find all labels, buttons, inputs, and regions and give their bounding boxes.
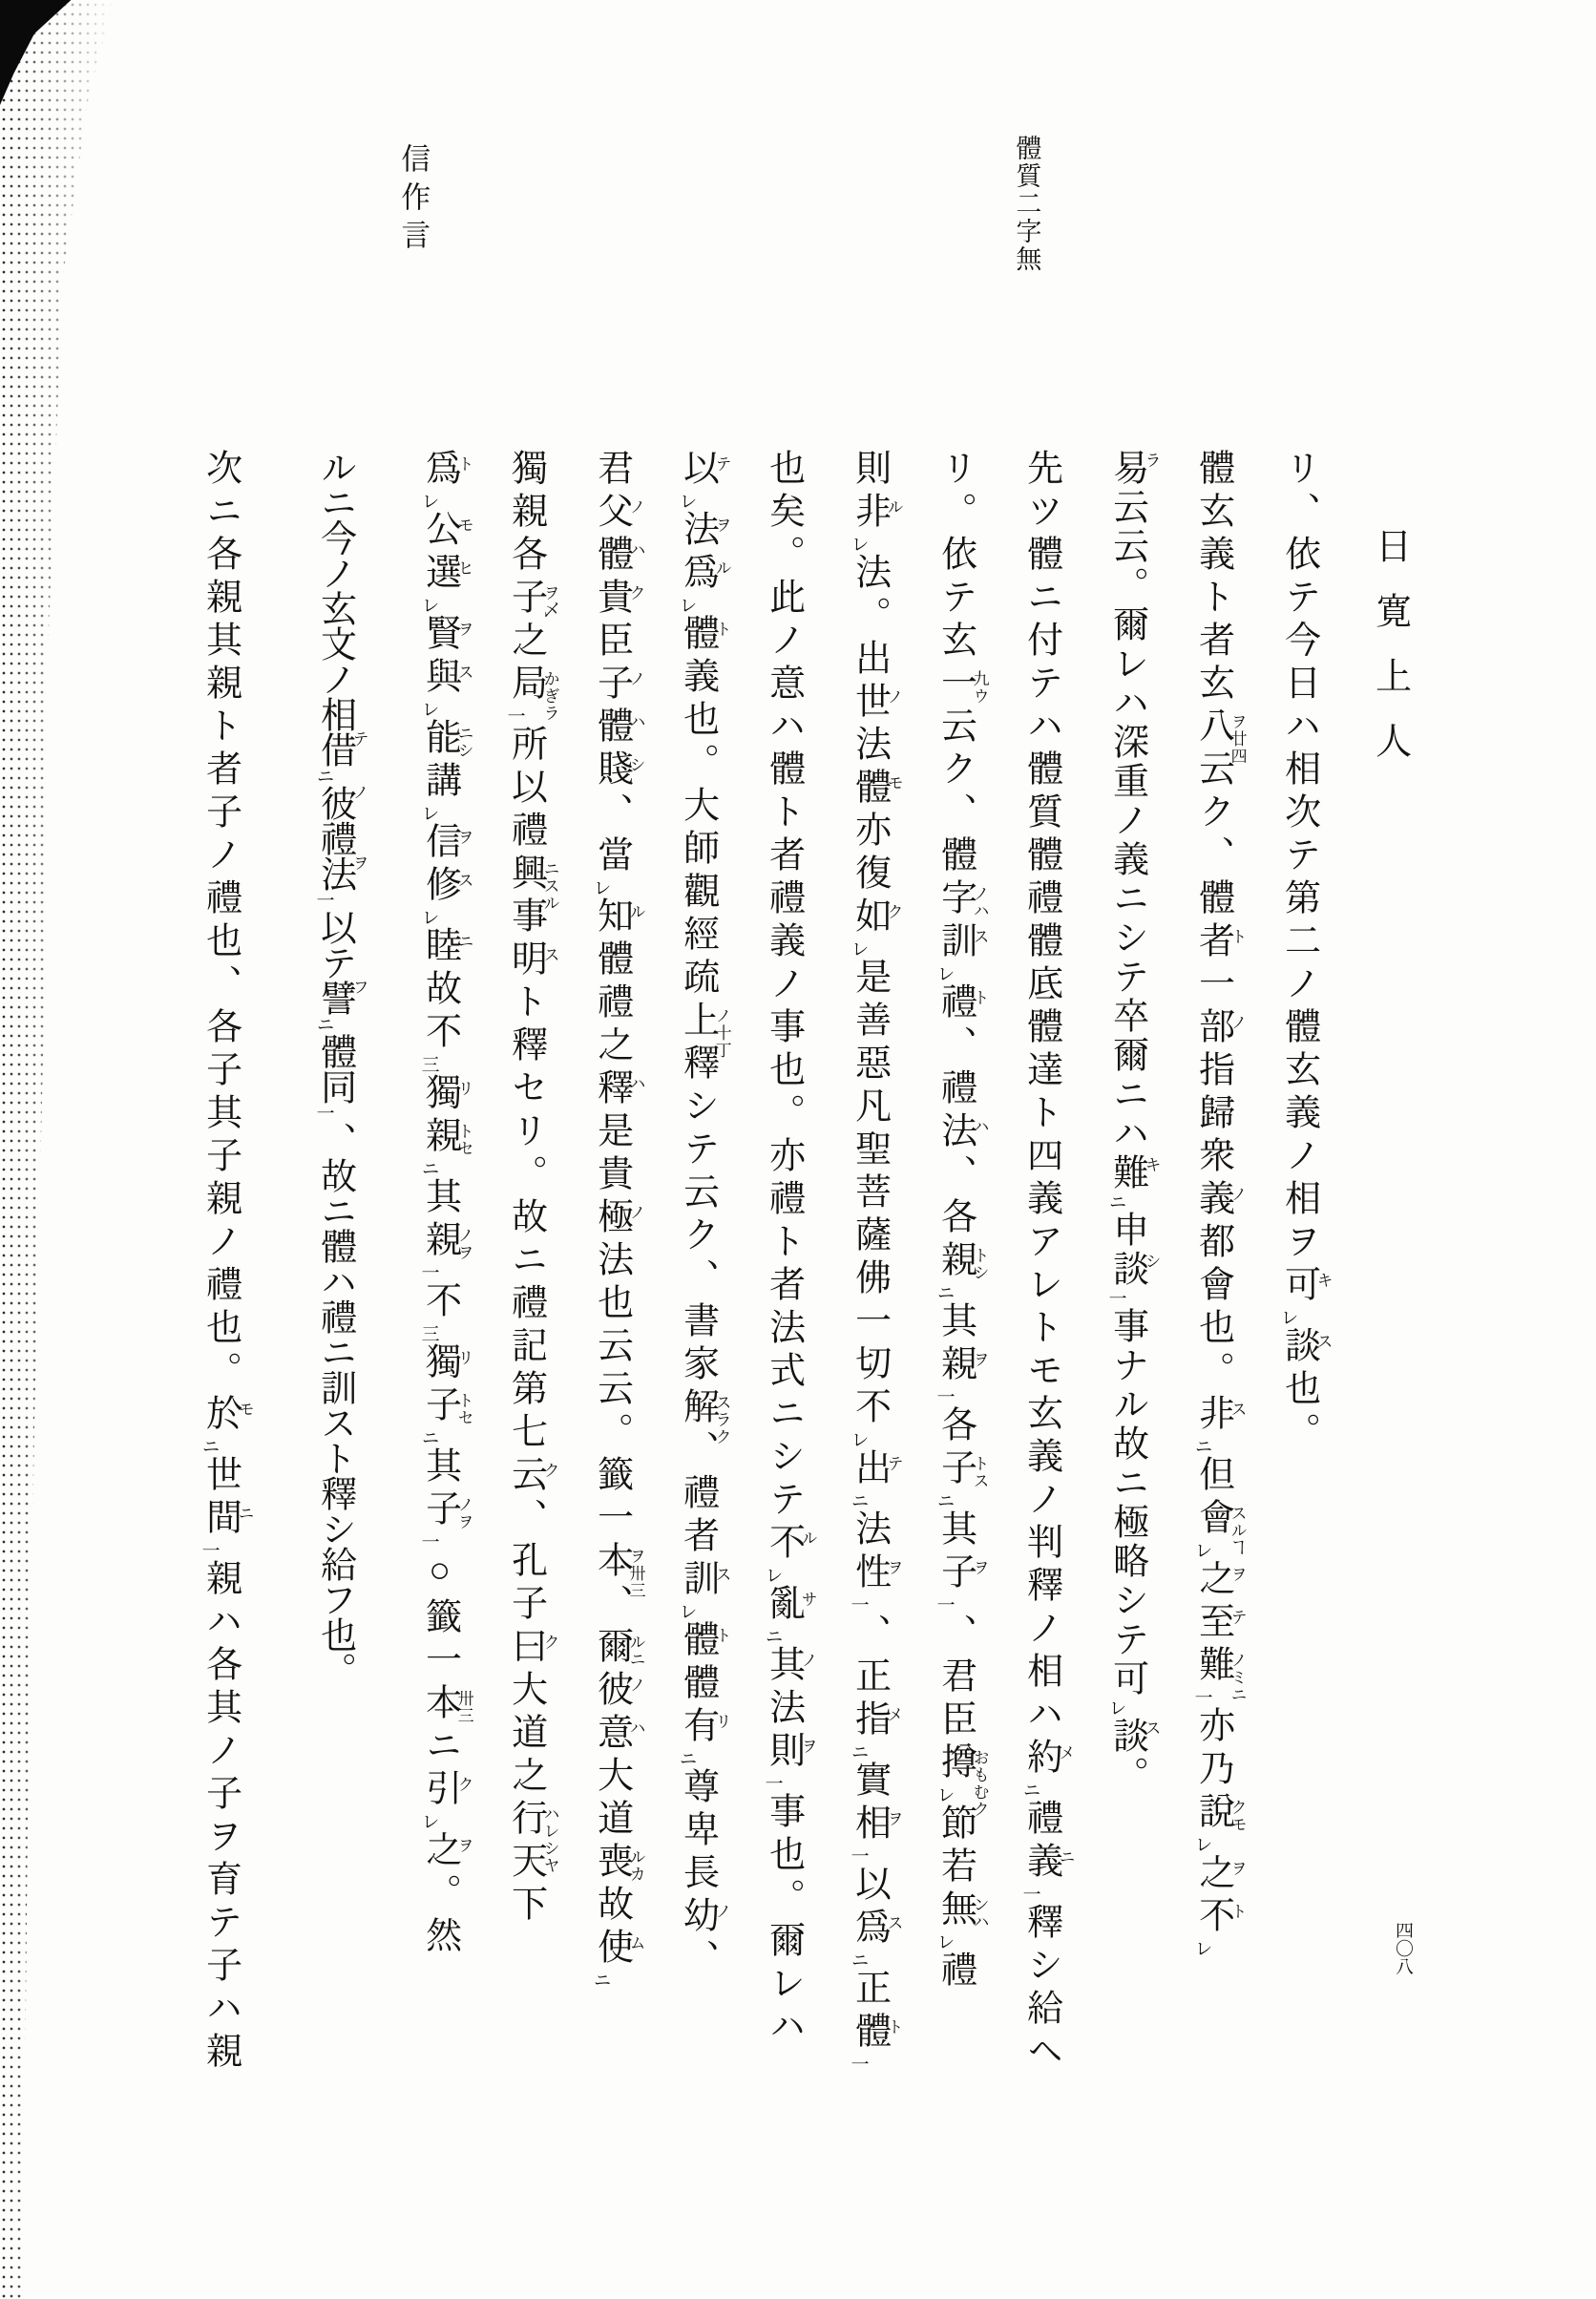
kaeriten-mark: レ [418,596,439,614]
main-text: 、君臣撙 [934,1614,976,1785]
main-text: 實相 [849,1761,890,1846]
text-column-6: 則非ルレ法。出世ノ法體モ亦復如クレ是善惡凡聖菩薩佛一切不レ出テニ法性ヲ一、正指メニ實相ヲ一以爲スニ正體ト一 [848,449,903,2073]
main-text: 法 [677,510,718,553]
main-text: 易 [1106,449,1147,488]
main-text: 子 [419,1385,460,1428]
main-text: リ、依テ今日ハ相次テ第二ノ體玄義ノ相ヲ可 [1278,449,1319,1308]
main-text: 。然 [419,1873,460,1959]
kaeriten-mark: レ [1191,1835,1212,1853]
main-text: 釋シ給ヘ [1020,1903,1061,2075]
text-column-8: 以テレ法ヲ爲ルレ體ト義也。大師觀經疏上ノ十丁釋シテ云ク、書家解スラク、禮者訓スレ體ト體有リニ尊卑長幼ノ、 [676,449,731,1982]
main-text: 法性 [849,1509,890,1595]
main-text: 親ハ各其ノ子ヲ育テ子ハ親 [200,1559,241,2075]
main-text: 是善惡凡聖菩薩佛一切不 [849,958,890,1430]
text-column-3: 易ラ云云。爾レハ深重ノ義ニシテ卒爾ニハ難キニ申談シ一事ナル故ニ極略シテ可レ談ス。 [1105,449,1161,1795]
main-text: 、正指 [849,1614,890,1742]
main-text: 申談 [1106,1211,1147,1289]
page-header-title: 日寛上人 [1369,527,1410,787]
main-text: 之 [1192,1853,1233,1896]
main-text: 知 [591,896,632,939]
kaeriten-mark: ニ [848,1491,869,1509]
kaeriten-mark: レ [934,1932,955,1951]
main-text: 禮 [934,1951,976,1993]
main-text: 睦 [419,926,460,969]
main-text: 之 [419,1830,460,1873]
main-text: 義也。大師觀經疏上 [677,657,718,1044]
kaeriten-mark: レ [676,1602,697,1620]
main-text: 、當 [591,792,632,878]
main-text: 都會也。非 [1192,1222,1233,1437]
main-text: 所以禮興 [505,725,546,896]
main-text: 意 [591,1713,632,1756]
main-text: 禮 [934,982,976,1025]
main-text: 賤 [591,749,632,792]
main-text: 正體 [849,1969,890,2055]
kaeriten-mark: レ [418,492,439,510]
main-text: 天下 [505,1842,546,1928]
kaeriten-mark: レ [1191,1541,1212,1559]
main-text: 故不 [419,969,460,1055]
kaeriten-mark: ニ [1019,1781,1040,1799]
main-text: 體禮之釋 [591,939,632,1111]
kaeriten-mark: ニ [199,1437,220,1455]
margin-note-taishitsu: 體質二字無 [1012,135,1041,273]
kaeriten-mark: レ [1277,1308,1298,1326]
main-text: 不 [1192,1896,1233,1939]
main-text: 、 [677,1939,718,1982]
main-text: 法體 [849,725,890,811]
kaeriten-mark: 三 [418,1324,439,1342]
text-column-1: リ、依テ今日ハ相次テ第二ノ體玄義ノ相ヲ可キレ談ス也。 [1277,449,1333,1455]
main-text: 獨 [419,1342,460,1385]
main-text: 談 [1278,1326,1319,1369]
main-text: 禮義 [1020,1799,1061,1885]
kaeriten-mark: レ [1105,1698,1126,1717]
main-text: 親 [419,1116,460,1159]
main-text: 但會 [1192,1455,1233,1541]
main-text: 、禮法 [934,1025,976,1154]
main-text: 是貴極 [591,1111,632,1240]
kaeriten-mark: ニ [676,1749,697,1767]
main-text: 體玄義ト者玄八 [1192,449,1233,749]
kaeriten-mark: レ [676,492,697,510]
main-text: 臣子 [591,621,632,707]
main-text: 、故ニ體ハ禮ニ訓スト釋シ給フ也。 [314,1122,355,1687]
main-text: 賢 [419,614,460,657]
page-number: 四〇八 [1393,1921,1413,1975]
kaeriten-mark: ニ [1105,1192,1126,1211]
main-text: 體 [591,535,632,578]
kaeriten-mark: レ [848,1430,869,1448]
main-text: 尊卑長幼 [677,1767,718,1939]
main-text: 、爾 [591,1584,632,1670]
kaeriten-mark: 一 [848,2055,869,2073]
main-text: 大道之行 [505,1670,546,1842]
kaeriten-mark: 一 [934,1595,955,1614]
main-text: 其親 [934,1301,976,1387]
main-text: 體有 [677,1663,718,1749]
kaeriten-mark: ニ [313,1015,334,1033]
kaeriten-mark: ニ [934,1283,955,1301]
margin-note-shinsakugen: 信作言 [396,143,430,258]
kaeriten-mark: ニ [1191,1437,1212,1455]
main-text: ニ引 [419,1726,460,1812]
kaeriten-mark: ニ [848,1742,869,1761]
main-text: 禮法 [314,820,355,891]
main-text: 彼 [314,785,355,820]
main-text: 修 [419,865,460,908]
main-text: 釋シテ云ク、書家解 [677,1044,718,1430]
main-text: 談 [1106,1717,1147,1756]
main-text: 體 [677,1620,718,1663]
kaeriten-mark: レ [848,939,869,958]
main-text: 亦乃說 [1192,1706,1233,1835]
main-text: 事明 [505,896,546,982]
main-text: 也矣。此ノ意ハ體ト者禮義ノ事也。亦禮ト者法式ニシテ不 [763,449,804,1566]
main-text: 體 [591,707,632,749]
main-text: 世間 [200,1455,241,1541]
kaeriten-mark: 一 [504,707,525,725]
kaeriten-mark: 一 [418,1532,439,1550]
kaeriten-mark: ニ [590,1971,611,1989]
main-text: 各子 [934,1405,976,1491]
main-text: 云ク、體者 [1192,749,1233,964]
kaeriten-mark: 一 [762,1774,783,1792]
main-text: 故使 [591,1885,632,1971]
kaeriten-mark: ニ [418,1159,439,1177]
text-column-12: ルニ今ノ玄文ノ相借テニ彼ノ禮法ヲ一以テ譬フニ體同一、故ニ體ハ禮ニ訓スト釋シ給フ也。 [313,449,368,1687]
main-text: 以爲 [849,1865,890,1951]
main-text: 體 [677,614,718,657]
text-column-7: 也矣。此ノ意ハ體ト者禮義ノ事也。亦禮ト者法式ニシテ不ルレ亂サニ其ノ法則ヲ一事也。爾レハ [762,449,817,2050]
main-text: ト釋セリ。故ニ禮記第七云 [505,982,546,1498]
main-text: 其子 [419,1446,460,1532]
kaeriten-mark: ニ [313,767,334,785]
main-text: 獨親各子 [505,449,546,621]
main-text: 。 [1106,1756,1147,1795]
text-column-10: 獨親各子ヲ乄之局かぎラ一所以禮興ニスル事明スト釋セリ。故ニ禮記第七云ク、孔子曰ク大道之行ハレシヤ天下 [504,449,559,1928]
main-text: ○籤一本 [419,1550,460,1726]
main-text: ルニ今ノ玄文ノ相借 [314,449,355,767]
main-text: 亦復如 [849,811,890,939]
kaeriten-mark: 一 [418,1263,439,1281]
main-text: 信 [419,822,460,865]
kaeriten-mark: ニ [418,1428,439,1446]
kaeriten-mark: 一 [313,891,334,909]
main-text: 云ク、體字 [934,707,976,921]
text-column-2: 體玄義ト者玄八ヲ廿四云ク、體者ト一部ノ指歸衆義ノ都會也。非スニ但會スルヿレ之ヲ至テ難ノミニ一亦乃說クモレ之ヲ不トレ [1191,449,1247,1957]
kaeriten-mark: レ [418,1812,439,1830]
main-text: 爲 [677,553,718,596]
kaeriten-mark: レ [590,878,611,896]
main-text: 以テ譬 [314,909,355,1015]
main-text: 以 [677,449,718,492]
main-text: 事ナル故ニ極略シテ可 [1106,1307,1147,1698]
main-text: 訓 [934,921,976,964]
kaeriten-mark: レ [418,804,439,822]
main-text: 選 [419,553,460,596]
main-text: 君父 [591,449,632,535]
main-text: 難 [1192,1645,1233,1688]
kaeriten-mark: レ [934,964,955,982]
kaeriten-mark: レ [418,700,439,718]
kaeriten-mark: レ [762,1566,783,1584]
main-text: 不 [419,1281,460,1324]
main-text: 與 [419,657,460,700]
main-text: 大道喪 [591,1756,632,1885]
main-text: 先ツ體ニ付テハ體質體禮體底體達ト四義アレトモ玄義ノ判釋ノ相ハ約 [1020,449,1061,1781]
main-text: 也。 [1278,1369,1319,1455]
kaeriten-mark: レ [848,535,869,553]
main-text: 則非 [849,449,890,535]
main-text: リ。依テ玄一 [934,449,976,707]
kaeriten-mark: レ [676,596,697,614]
main-text: 法。出世 [849,553,890,725]
main-text: 法也云云。籤一本 [591,1240,632,1584]
kaeriten-mark: 一 [1105,1289,1126,1307]
main-text: 一部 [1192,964,1233,1050]
kaeriten-mark: 一 [199,1541,220,1559]
main-text: 法則 [763,1688,804,1774]
main-text: 之局 [505,621,546,707]
kaeriten-mark: ニ [848,1951,869,1969]
text-column-13: 次ニ各親其親ト者子ノ禮也、各子其子親ノ禮也。於モニ世間ニ一親ハ各其ノ子ヲ育テ子ハ親 [199,449,254,2075]
main-text: 節若無 [934,1803,976,1932]
text-column-11: 爲トレ公モ選ヒレ賢ヲ與スレ能ニシ講レ信ヲ修スレ睦ニ故不三獨リ親トセニ其親ノヲ一不三獨リ子トセニ其子ノヲ一○籤一本卅三ニ引クレ之ヲ。然 [418,449,473,1959]
kaeriten-mark: ニ [934,1491,955,1509]
main-text: 貴 [591,578,632,621]
text-column-5: リ。依テ玄一九ウ云ク、體字ノハ訓スレ禮ト、禮法ハ、各親トシニ其親ヲ一各子トスニ其子ヲ一、君臣撙おもむクレ節若無ンハレ禮 [934,449,989,1993]
main-text: 能 [419,718,460,761]
kaeriten-mark: レ [1191,1939,1212,1957]
kaeriten-mark: 一 [313,1104,334,1122]
main-text: 講 [419,761,460,804]
kaeriten-mark: 一 [848,1595,869,1614]
kaeriten-mark: 一 [848,1846,869,1865]
main-text: 亂 [763,1584,804,1627]
main-text: 、禮者訓 [677,1430,718,1602]
main-text: 、各親 [934,1154,976,1283]
main-text: 之 [1192,1559,1233,1602]
main-text: 彼 [591,1670,632,1713]
text-column-4: 先ツ體ニ付テハ體質體禮體底體達ト四義アレトモ玄義ノ判釋ノ相ハ約メニ禮義ニ一釋シ給ヘ [1019,449,1075,2075]
scan-smudge-band [0,0,115,2299]
kaeriten-mark: レ [418,908,439,926]
main-text: 次ニ各親其親ト者子ノ禮也、各子其子親ノ禮也。於 [200,449,241,1437]
main-text: 公 [419,510,460,553]
kaeriten-mark: 一 [934,1387,955,1405]
main-text: 指歸衆義 [1192,1050,1233,1222]
scan-smudge-corner [0,0,115,105]
main-text: 其子 [934,1509,976,1595]
main-text: 出 [849,1448,890,1491]
kaeriten-mark: レ [934,1785,955,1803]
main-text: 體同 [314,1033,355,1104]
main-text: 其 [763,1645,804,1688]
main-text: 其親 [419,1177,460,1263]
kaeriten-mark: 一 [1191,1688,1212,1706]
text-column-9: 君父ノ體ハ貴ク臣子ノ體ハ賤シ、當レ知ル體禮之釋ハ是貴極ノ法也云云。籤一本ヲ卅三、爾ルニ彼ノ意ハ大道喪ルカ故使ムニ [590,449,645,1989]
main-text: 至 [1192,1602,1233,1645]
kaeriten-mark: 三 [418,1055,439,1073]
kaeriten-mark: 一 [1019,1885,1040,1903]
kaeriten-mark: ニ [762,1627,783,1645]
main-text: 、孔子曰 [505,1498,546,1670]
main-text: 爲 [419,449,460,492]
main-text: 事也。爾レハ [763,1792,804,2050]
main-text: 獨 [419,1073,460,1116]
main-text: 云云。爾レハ深重ノ義ニシテ卒爾ニハ難 [1106,488,1147,1192]
